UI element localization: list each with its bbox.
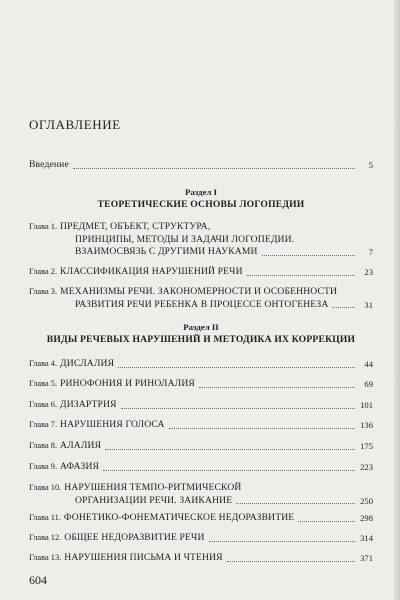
chapter-label: Глава 10. <box>29 483 62 492</box>
toc-page-number: 7 <box>368 247 373 258</box>
toc-entry-chapter-8 <box>29 440 373 453</box>
chapter-label: Глава 9. <box>29 462 58 471</box>
toc-entry-chapter-12 <box>29 532 373 545</box>
toc-entry-chapter-3 <box>29 286 373 311</box>
section-title: ВИДЫ РЕЧЕВЫХ НАРУШЕНИЙ И МЕТОДИКА ИХ КОРРЕКЦИИ <box>46 333 356 345</box>
chapter-label: Глава 3. <box>29 287 58 296</box>
dot-leader <box>103 469 355 471</box>
dot-leader <box>105 448 355 450</box>
toc-page-number: 101 <box>360 400 373 410</box>
dot-leader <box>209 540 355 542</box>
toc-entry-chapter-5 <box>29 378 373 391</box>
dot-leader <box>118 366 355 368</box>
toc-entry-chapter-10 <box>29 482 373 507</box>
chapter-label: Глава 6. <box>29 400 58 409</box>
toc-page-number: 31 <box>364 299 373 310</box>
chapter-label: Глава 11. <box>29 513 61 522</box>
toc-entry-title-line: КЛАССИФИКАЦИЯ НАРУШЕНИЙ РЕЧИ <box>60 266 243 277</box>
chapter-label: Глава 13. <box>29 553 62 562</box>
toc-entry-title-line: РАЗВИТИЯ РЕЧИ РЕБЕНКА В ПРОЦЕССЕ ОНТОГЕНЕЗА <box>75 298 329 310</box>
toc-page-number: 250 <box>360 495 373 506</box>
toc-entry-title-line: АЛАЛИЯ <box>60 440 102 451</box>
toc-page-number: 23 <box>364 267 373 277</box>
toc-entry-title-line: РИНОФОНИЯ И РИНОЛАЛИЯ <box>60 378 195 389</box>
dot-leader <box>247 274 355 276</box>
page-edge-shadow <box>394 0 400 600</box>
toc-entry-intro <box>29 159 373 172</box>
chapter-label: Глава 2. <box>29 267 58 276</box>
toc-page-number: 314 <box>360 533 373 543</box>
toc-entry-title-line: НАРУШЕНИЯ ТЕМПО-РИТМИЧЕСКОЙ <box>64 482 242 493</box>
section-number: Раздел II <box>183 322 219 332</box>
toc-entry-title-line: ПРИНЦИПЫ, МЕТОДЫ И ЗАДАЧИ ЛОГОПЕДИИ. <box>75 233 295 245</box>
section-heading-1 <box>29 186 373 211</box>
dot-leader <box>298 520 355 522</box>
toc-page-number: 371 <box>360 553 373 563</box>
toc-entry-chapter-1 <box>29 221 373 259</box>
dot-leader <box>73 167 355 169</box>
toc-entry-title: Введение <box>29 159 69 170</box>
toc-entry-title-line: АФАЗИЯ <box>60 461 100 472</box>
dot-leader <box>227 560 355 562</box>
toc-entry-title-line: НАРУШЕНИЯ ГОЛОСА <box>60 419 165 430</box>
toc-entry-title-line: ПРЕДМЕТ, ОБЪЕКТ, СТРУКТУРА, <box>60 221 211 232</box>
toc-entry-chapter-9 <box>29 461 373 474</box>
toc-entry-title-line: МЕХАНИЗМЫ РЕЧИ. ЗАКОНОМЕРНОСТИ И ОСОБЕННОСТИ <box>60 286 338 297</box>
toc-entry-title-line: ДИЗАРТРИЯ <box>60 399 117 410</box>
toc-page-number: 44 <box>364 359 373 369</box>
toc-entry-title-line: НАРУШЕНИЯ ПИСЬМА И ЧТЕНИЯ <box>64 552 223 563</box>
section-number: Раздел I <box>184 187 218 197</box>
dot-leader <box>199 386 355 388</box>
toc-entry-chapter-11 <box>29 512 373 525</box>
chapter-label: Глава 4. <box>29 359 58 368</box>
toc-entry-title-line: ВЗАИМОСВЯЗЬ С ДРУГИМИ НАУКАМИ <box>75 246 258 258</box>
chapter-label: Глава 1. <box>29 222 58 231</box>
toc-page-number: 5 <box>368 160 373 170</box>
toc-page-number: 175 <box>360 441 373 451</box>
page-title: ОГЛАВЛЕНИЕ <box>29 117 121 132</box>
toc-entry-title-line: ДИСЛАЛИЯ <box>60 358 115 369</box>
dot-leader <box>121 407 355 409</box>
dot-leader <box>236 502 355 504</box>
dot-leader <box>169 427 355 429</box>
toc-entry-title-line: ОРГАНИЗАЦИИ РЕЧИ. ЗАИКАНИЕ <box>75 494 233 506</box>
page-folio-number: 604 <box>29 573 47 587</box>
section-title: ТЕОРЕТИЧЕСКИЕ ОСНОВЫ ЛОГОПЕДИИ <box>97 198 305 210</box>
dot-leader <box>332 306 355 308</box>
toc-page-number: 223 <box>360 462 373 472</box>
toc-page-number: 136 <box>360 420 373 430</box>
toc-page-number: 69 <box>364 379 373 389</box>
toc-page-number: 298 <box>360 513 373 523</box>
chapter-label: Глава 7. <box>29 420 58 429</box>
chapter-label: Глава 12. <box>29 533 62 542</box>
toc-entry-chapter-2 <box>29 266 373 279</box>
toc-entry-chapter-7 <box>29 419 373 432</box>
chapter-label: Глава 8. <box>29 441 58 450</box>
chapter-label: Глава 5. <box>29 379 58 388</box>
toc-entry-title-line: ФОНЕТИКО-ФОНЕМАТИЧЕСКОЕ НЕДОРАЗВИТИЕ <box>63 512 295 523</box>
toc-entry-title-line: ОБЩЕЕ НЕДОРАЗВИТИЕ РЕЧИ <box>64 532 205 543</box>
toc-entry-chapter-13 <box>29 552 373 565</box>
toc-entry-chapter-6 <box>29 399 373 412</box>
dot-leader <box>262 254 355 256</box>
toc-entry-chapter-4 <box>29 358 373 371</box>
section-heading-2 <box>29 321 373 346</box>
